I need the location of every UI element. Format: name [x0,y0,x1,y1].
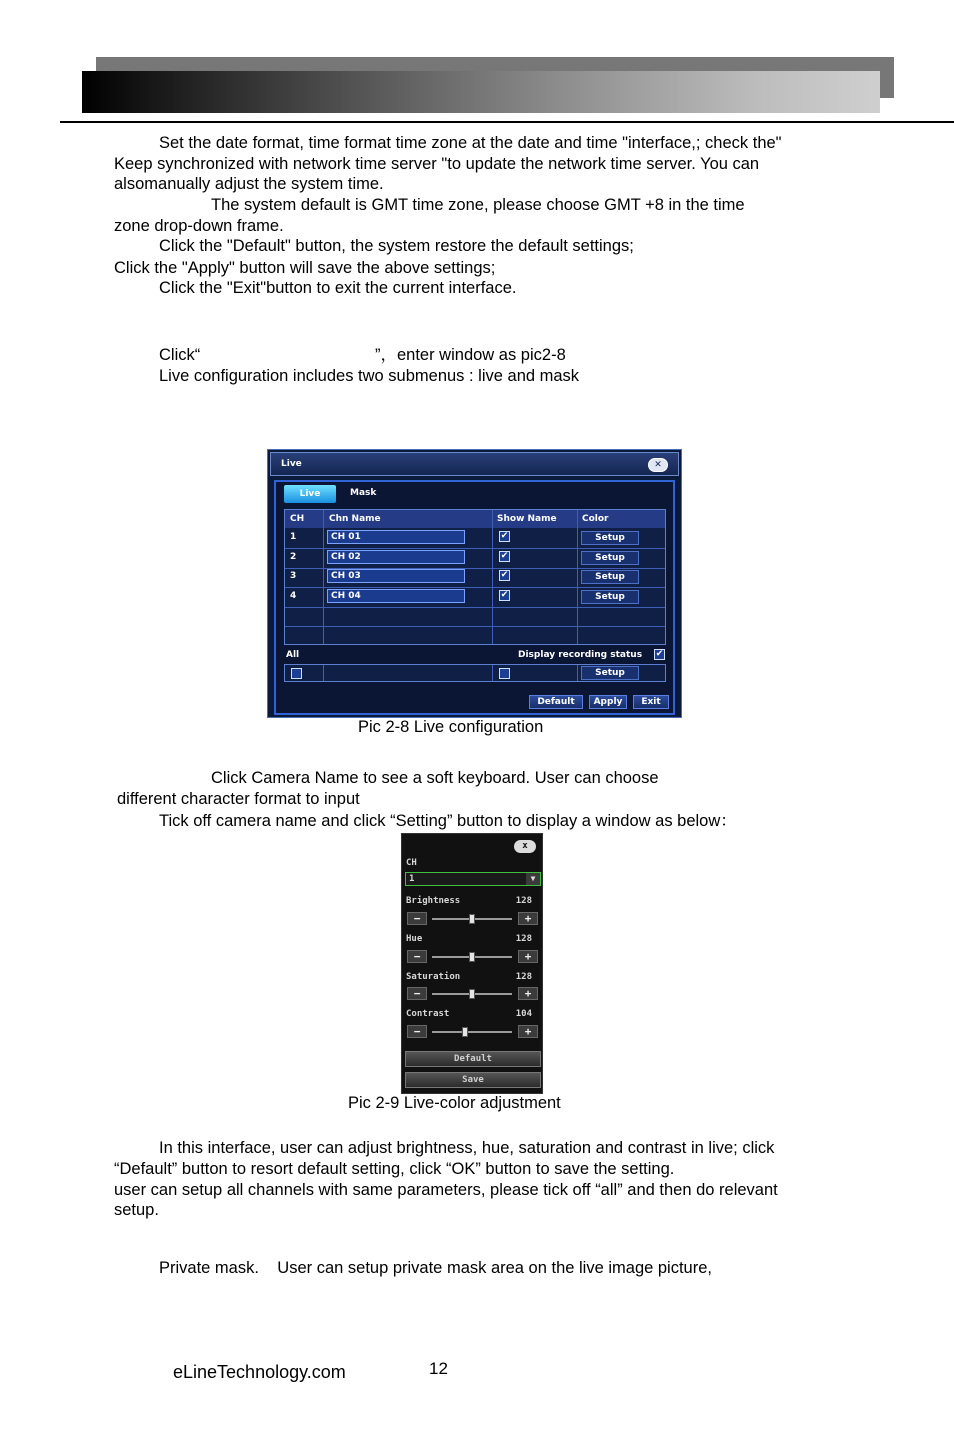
channel-number: 4 [290,591,297,601]
contrast-slider-track[interactable] [432,1031,512,1033]
default-button[interactable]: Default [529,695,583,709]
channel-name-field[interactable]: CH 01 [327,530,465,544]
brightness-decrease-button[interactable]: − [407,912,427,925]
live-configuration-dialog [267,449,682,718]
default-button[interactable]: Default [405,1051,541,1067]
saturation-increase-button[interactable]: + [518,987,538,1000]
contrast-decrease-button[interactable]: − [407,1025,427,1038]
channel-name-field[interactable]: CH 04 [327,589,465,603]
save-button[interactable]: Save [405,1072,541,1088]
paragraph-line: user can setup all channels with same parameters, please tick off “all” and then do relevant [114,1181,778,1199]
hue-increase-button[interactable]: + [518,950,538,963]
channel-table [284,509,666,645]
tab-mask[interactable]: Mask [350,488,377,498]
paragraph-line: “Default” button to resort default setting, click “OK” button to save the setting. [114,1160,675,1178]
hue-slider-handle[interactable] [469,952,475,962]
paragraph-line: Click Camera Name to see a soft keyboard. User can choose [211,769,659,787]
saturation-decrease-button[interactable]: − [407,987,427,1000]
figure-caption: Pic 2-9 Live-color adjustment [348,1094,561,1112]
channel-select[interactable] [405,872,541,886]
paragraph-line: Keep synchronized with network time server "to update the network time server. You can [114,155,760,173]
tab-live[interactable]: Live [284,485,336,503]
brightness-value: 128 [515,896,532,906]
all-color-setup-button[interactable]: Setup [581,666,639,680]
table-header [285,510,665,528]
exit-button[interactable]: Exit [633,695,669,709]
brightness-label: Brightness [406,896,461,906]
paragraph-line: Tick off camera name and click “Setting” button to display a window as below： [159,812,737,830]
hue-value: 128 [515,934,532,944]
all-settings-box [284,664,666,682]
paragraph-line: alsomanually adjust the system time. [114,175,384,193]
channel-number: 1 [290,532,297,542]
paragraph-line: Click“ [159,346,201,364]
apply-button[interactable]: Apply [589,695,627,709]
paragraph-line: zone drop-down frame. [114,217,284,235]
dialog-titlebar [270,452,679,476]
display-recording-status-label: Display recording status [518,650,643,660]
channel-select-value: 1 [409,874,415,884]
header-rule [60,121,954,123]
channel-name-field[interactable]: CH 02 [327,550,465,564]
paragraph-line: setup. [114,1201,159,1219]
footer-site: eLineTechnology.com [173,1362,346,1382]
header-bar-gradient [82,71,880,113]
saturation-label: Saturation [406,972,461,982]
paragraph-line: ”，enter window as pic2-8 [375,346,566,364]
column-header-show-name: Show Name [497,514,557,524]
color-setup-button[interactable]: Setup [581,570,639,584]
hue-decrease-button[interactable]: − [407,950,427,963]
close-icon[interactable]: x [514,840,536,853]
channel-name-field[interactable]: CH 03 [327,569,465,583]
color-setup-button[interactable]: Setup [581,531,639,545]
paragraph-line: Live configuration includes two submenus : live and mask [159,367,580,385]
paragraph-line: Click the "Exit"button to exit the current interface. [159,279,517,297]
display-recording-status-checkbox[interactable]: ✔ [655,649,664,659]
figure-caption: Pic 2-8 Live configuration [358,718,544,736]
saturation-slider-handle[interactable] [469,989,475,999]
chevron-down-icon[interactable]: ▼ [526,873,540,885]
show-name-checkbox[interactable]: ✔ [500,570,509,580]
column-header-ch: CH [290,514,305,524]
paragraph-line: Click the "Apply" button will save the above settings; [114,259,496,277]
paragraph-line: different character format to input [117,790,360,808]
color-setup-button[interactable]: Setup [581,590,639,604]
brightness-increase-button[interactable]: + [518,912,538,925]
all-channels-row [284,650,666,680]
brightness-slider-handle[interactable] [469,914,475,924]
contrast-increase-button[interactable]: + [518,1025,538,1038]
column-header-chn-name: Chn Name [329,514,381,524]
ch-label: CH [406,858,417,868]
color-setup-button[interactable]: Setup [581,551,639,565]
show-name-checkbox[interactable]: ✔ [500,551,509,561]
paragraph-line: In this interface, user can adjust brightness, hue, saturation and contrast in live; click [159,1139,775,1157]
paragraph-line: Click the "Default" button, the system restore the default settings; [159,237,634,255]
all-show-name-checkbox[interactable] [499,668,510,679]
channel-number: 2 [290,552,297,562]
contrast-label: Contrast [406,1009,450,1019]
all-label: All [286,650,300,660]
paragraph-line: The system default is GMT time zone, please choose GMT +8 in the time [211,196,745,214]
contrast-value: 104 [515,1009,532,1019]
show-name-checkbox[interactable]: ✔ [500,590,509,600]
contrast-slider-handle[interactable] [462,1027,468,1037]
dialog-title: Live [281,459,302,469]
all-checkbox[interactable] [291,668,302,679]
channel-number: 3 [290,571,297,581]
color-adjustment-dialog [401,833,543,1094]
live-panel [274,480,675,715]
show-name-checkbox[interactable]: ✔ [500,531,509,541]
close-icon[interactable]: ✕ [648,458,668,472]
hue-label: Hue [406,934,423,944]
page-number: 12 [429,1359,448,1378]
saturation-value: 128 [515,972,532,982]
paragraph-line: Set the date format, time format time zone at the date and time "interface,; check the" [159,134,782,152]
column-header-color: Color [582,514,609,524]
paragraph-line: Private mask. User can setup private mask area on the live image picture, [159,1259,712,1277]
